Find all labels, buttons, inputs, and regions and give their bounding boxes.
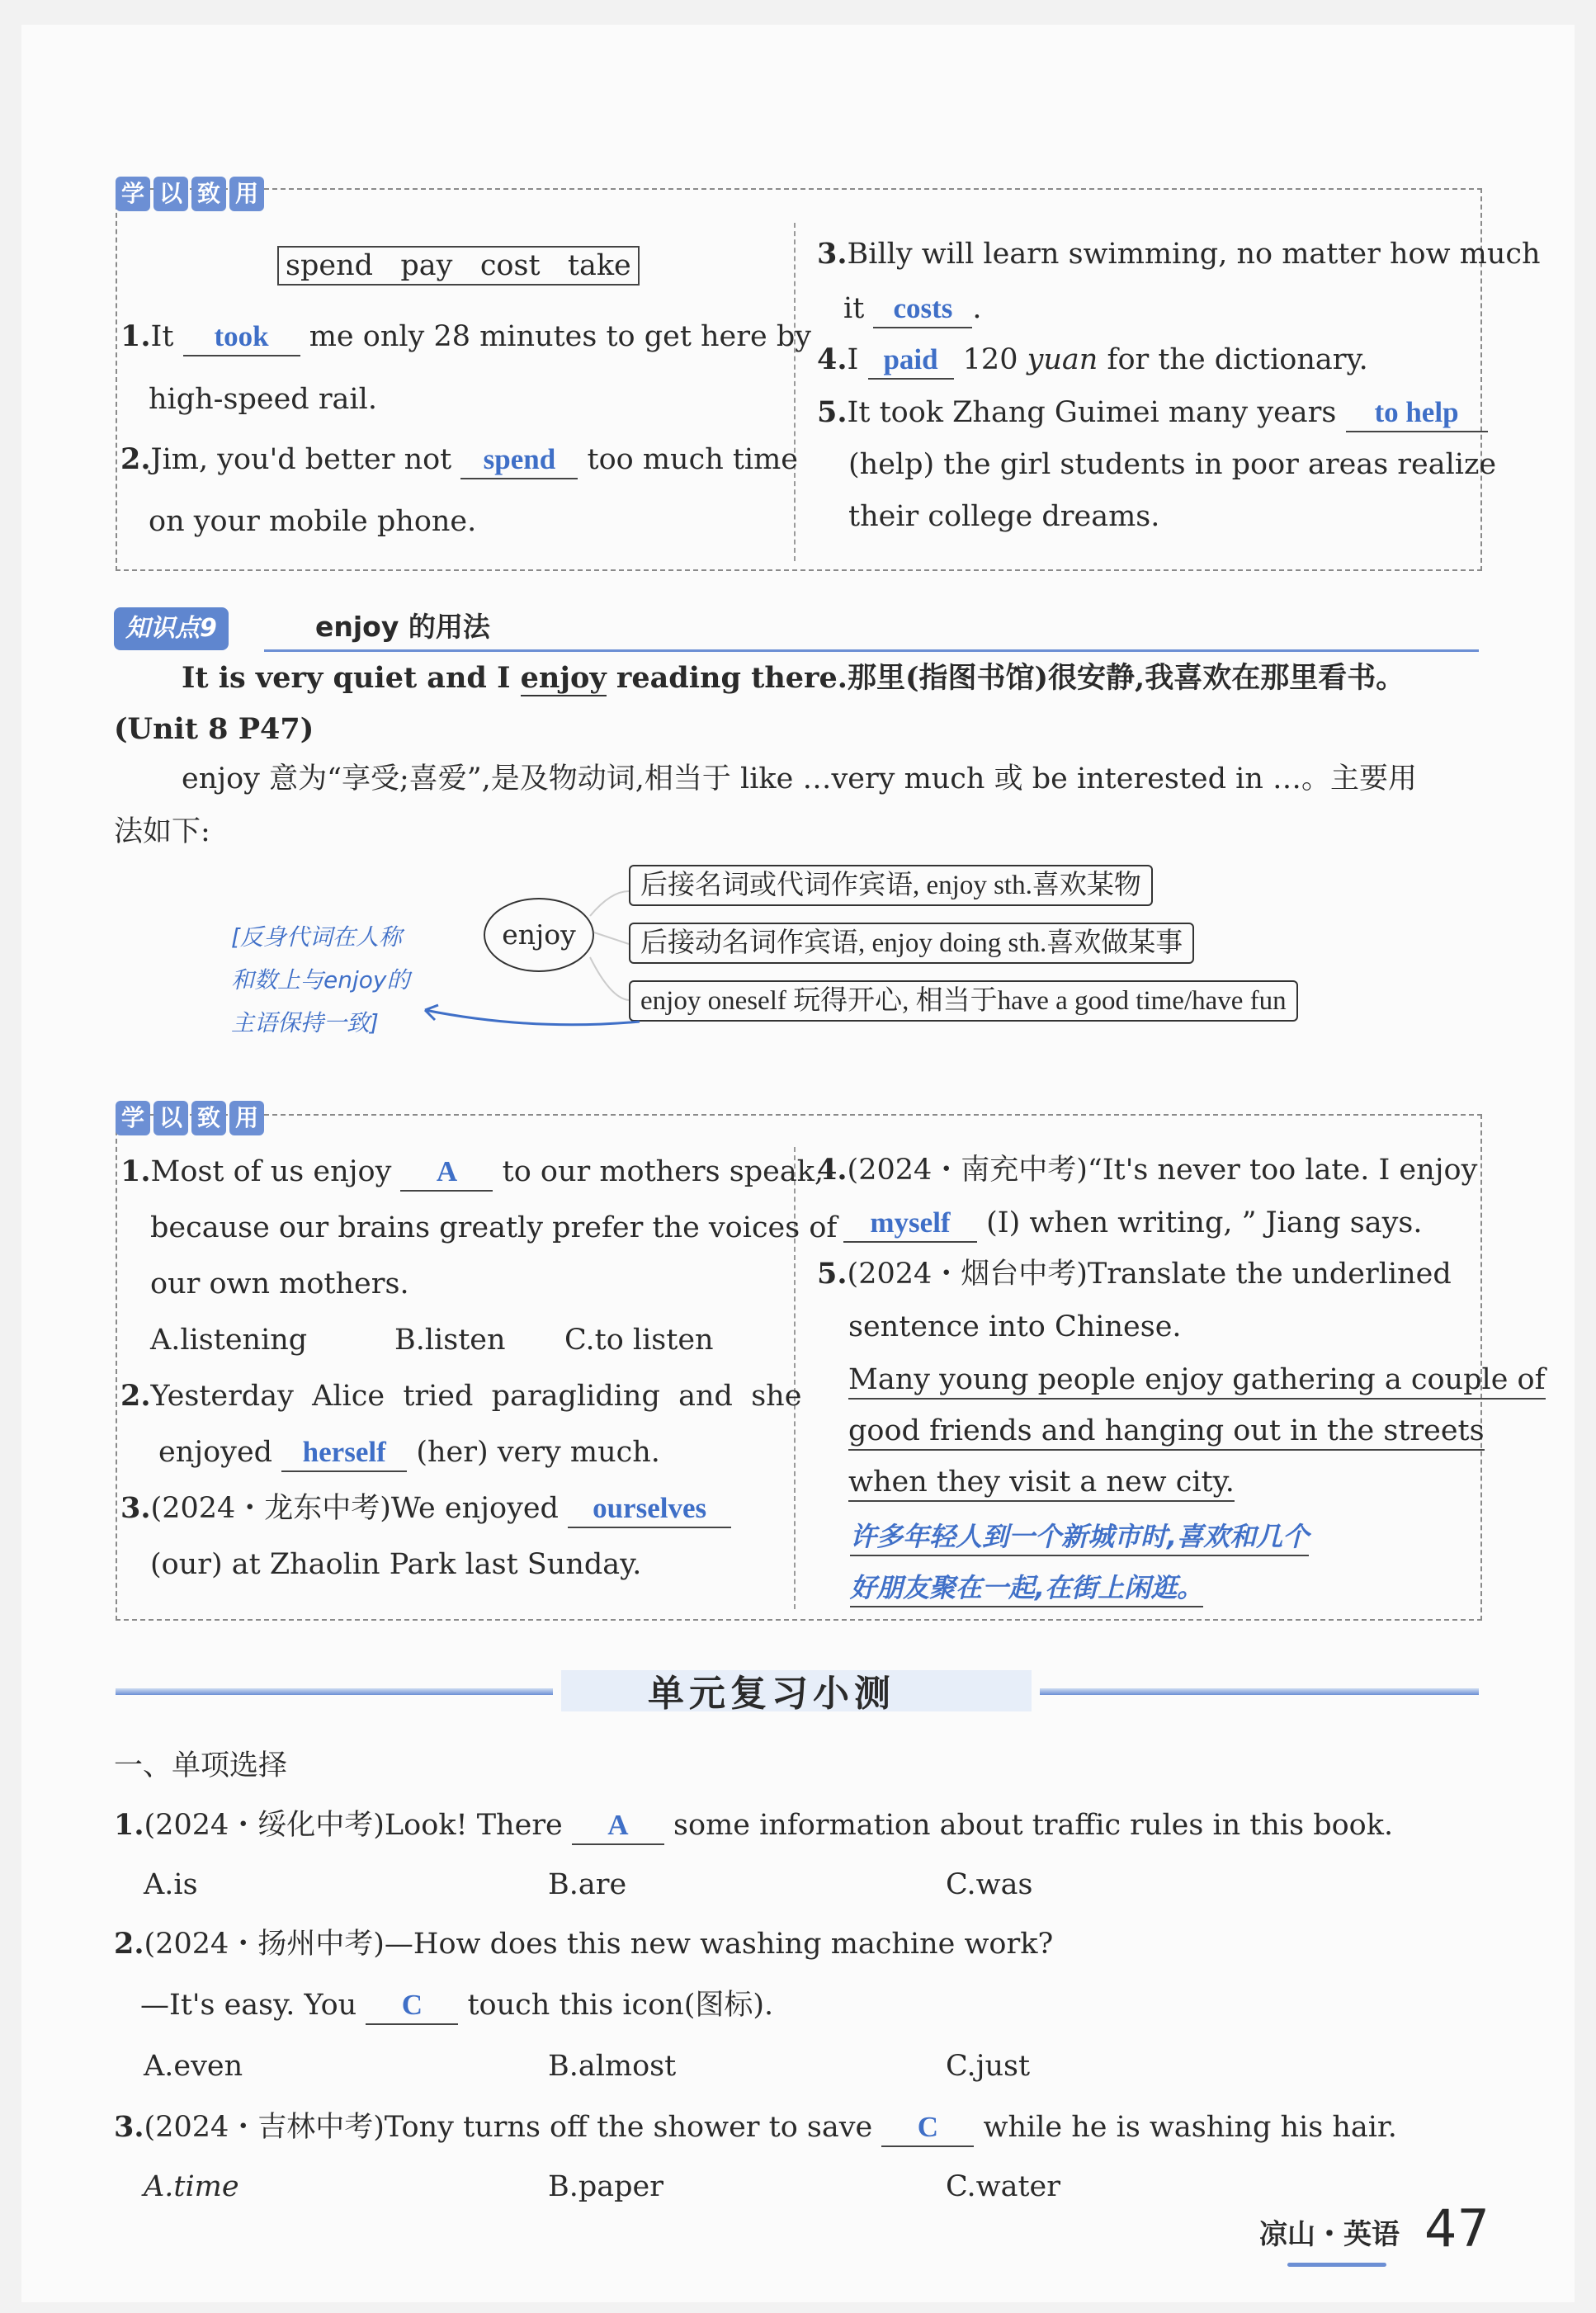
option: A.listening bbox=[150, 1324, 308, 1357]
translation-answer: 许多年轻人到一个新城市时,喜欢和几个 bbox=[850, 1518, 1309, 1556]
question-5-cont: (help) the girl students in poor areas realize bbox=[848, 448, 1497, 481]
page-number: 47 bbox=[1424, 2198, 1490, 2259]
answer-blank: costs bbox=[873, 290, 972, 328]
column-divider bbox=[794, 223, 796, 561]
underlined-sentence: when they visit a new city. bbox=[848, 1464, 1235, 1502]
review-question-3: 3.(2024・吉林中考)Tony turns off the shower to save C while he is washing his hair. bbox=[114, 2109, 1397, 2147]
option: A.time bbox=[144, 2170, 239, 2203]
answer-blank: A bbox=[572, 1807, 664, 1845]
tag-char: 学 bbox=[116, 1101, 150, 1135]
question-3: 3.(2024・龙东中考)We enjoyed ourselves bbox=[120, 1490, 731, 1528]
option: B.are bbox=[548, 1868, 627, 1901]
section-rule-right bbox=[1040, 1688, 1479, 1695]
question-5: 5.It took Zhang Guimei many years to help bbox=[817, 394, 1488, 432]
unit-reference: (Unit 8 P47) bbox=[114, 712, 314, 746]
handwritten-note: [反身代词在人称 和数上与enjoy的 主语保持一致] bbox=[231, 923, 410, 1036]
practice-tag-2 bbox=[116, 1101, 264, 1135]
tag-char: 以 bbox=[153, 1101, 188, 1135]
tag-char: 用 bbox=[229, 1101, 264, 1135]
option: C.was bbox=[946, 1868, 1033, 1901]
option: B.almost bbox=[548, 2050, 677, 2083]
underlined-sentence: Many young people enjoy gathering a couple of bbox=[848, 1362, 1546, 1400]
word-box: spend pay cost take bbox=[277, 246, 640, 286]
question-5-cont: sentence into Chinese. bbox=[848, 1310, 1182, 1343]
usage-description-cont: 法如下: bbox=[114, 815, 210, 848]
question-5: 5.(2024・烟台中考)Translate the underlined bbox=[817, 1257, 1452, 1291]
tag-char: 致 bbox=[191, 177, 226, 211]
review-question-2-cont: —It's easy. You C touch this icon(图标). bbox=[140, 1987, 773, 2025]
question-1: 1.It took me only 28 minutes to get here by bbox=[120, 319, 811, 356]
question-1: 1.Most of us enjoy A to our mothers speak, bbox=[120, 1154, 824, 1192]
answer-blank: paid bbox=[868, 342, 954, 380]
answer-blank: A bbox=[400, 1154, 493, 1192]
underlined-sentence: good friends and hanging out in the streets bbox=[848, 1413, 1485, 1451]
tag-char: 学 bbox=[116, 177, 150, 211]
translation-answer: 好朋友聚在一起,在街上闲逛。 bbox=[850, 1570, 1203, 1607]
knowledge-point-title: enjoy 的用法 bbox=[315, 611, 490, 643]
tag-char: 用 bbox=[229, 177, 264, 211]
question-1-cont: high-speed rail. bbox=[149, 383, 377, 416]
footer-accent bbox=[1287, 2263, 1386, 2267]
option: B.paper bbox=[548, 2170, 663, 2203]
question-1-cont: because our brains greatly prefer the voices of bbox=[150, 1211, 838, 1244]
question-1-cont2: our own mothers. bbox=[150, 1267, 409, 1300]
answer-blank: C bbox=[366, 1987, 458, 2025]
option: A.is bbox=[144, 1868, 198, 1901]
enjoy-center-oval: enjoy bbox=[484, 898, 594, 972]
option: C.to listen bbox=[564, 1324, 714, 1357]
question-3: 3.Billy will learn swimming, no matter how much bbox=[817, 237, 1541, 271]
option: C.just bbox=[946, 2050, 1031, 2083]
answer-blank: took bbox=[183, 319, 300, 356]
question-3-cont: it costs . bbox=[843, 290, 982, 328]
question-2: 2.Yesterday Alice tried paragliding and she bbox=[120, 1379, 802, 1413]
answer-blank: herself bbox=[281, 1434, 407, 1472]
section-rule-left bbox=[116, 1688, 553, 1695]
usage-item-1: 后接名词或代词作宾语, enjoy sth.喜欢某物 bbox=[629, 865, 1153, 906]
review-question-2: 2.(2024・扬州中考)—How does this new washing machine work? bbox=[114, 1927, 1054, 1961]
review-question-1: 1.(2024・绥化中考)Look! There A some information about traffic rules in this book. bbox=[114, 1807, 1393, 1845]
section-title: 单元复习小测 bbox=[648, 1673, 895, 1715]
question-4-cont: myself (I) when writing, ” Jiang says. bbox=[843, 1205, 1423, 1243]
question-5-cont2: their college dreams. bbox=[848, 500, 1160, 533]
practice-tag-1 bbox=[116, 177, 264, 211]
note-arrow bbox=[417, 998, 648, 1040]
question-4: 4.I paid 120 yuan for the dictionary. bbox=[817, 342, 1368, 380]
option: A.even bbox=[144, 2050, 243, 2083]
question-2-cont: enjoyed herself (her) very much. bbox=[158, 1434, 660, 1472]
answer-blank: myself bbox=[843, 1205, 977, 1243]
answer-blank: ourselves bbox=[568, 1490, 731, 1528]
question-2-cont: on your mobile phone. bbox=[149, 505, 477, 538]
question-4: 4.(2024・南充中考)“It's never too late. I enjoy bbox=[817, 1153, 1478, 1187]
part-heading: 一、单项选择 bbox=[114, 1749, 288, 1782]
footer-region: 凉山・英语 bbox=[1259, 2218, 1400, 2251]
usage-description: enjoy 意为“享受;喜爱”,是及物动词,相当于 like …very much 或 be interested in …。主要用 bbox=[182, 762, 1418, 795]
answer-blank: spend bbox=[460, 441, 578, 479]
option: B.listen bbox=[394, 1324, 506, 1357]
tag-char: 致 bbox=[191, 1101, 226, 1135]
example-sentence: It is very quiet and I enjoy reading there.那里(指图书馆)很安静,我喜欢在那里看书。 bbox=[182, 661, 1405, 695]
answer-blank: C bbox=[881, 2109, 974, 2147]
question-3-cont: (our) at Zhaolin Park last Sunday. bbox=[150, 1548, 642, 1581]
usage-item-3: enjoy oneself 玩得开心, 相当于have a good time/have fun bbox=[629, 980, 1298, 1022]
option: C.water bbox=[946, 2170, 1060, 2203]
answer-blank: to help bbox=[1346, 394, 1488, 432]
knowledge-point-badge: 知识点9 bbox=[114, 607, 229, 650]
usage-item-2: 后接动名词作宾语, enjoy doing sth.喜欢做某事 bbox=[629, 923, 1194, 964]
question-2: 2.Jim, you'd better not spend too much time bbox=[120, 441, 798, 479]
knowledge-point-underline bbox=[264, 649, 1479, 652]
tag-char: 以 bbox=[153, 177, 188, 211]
